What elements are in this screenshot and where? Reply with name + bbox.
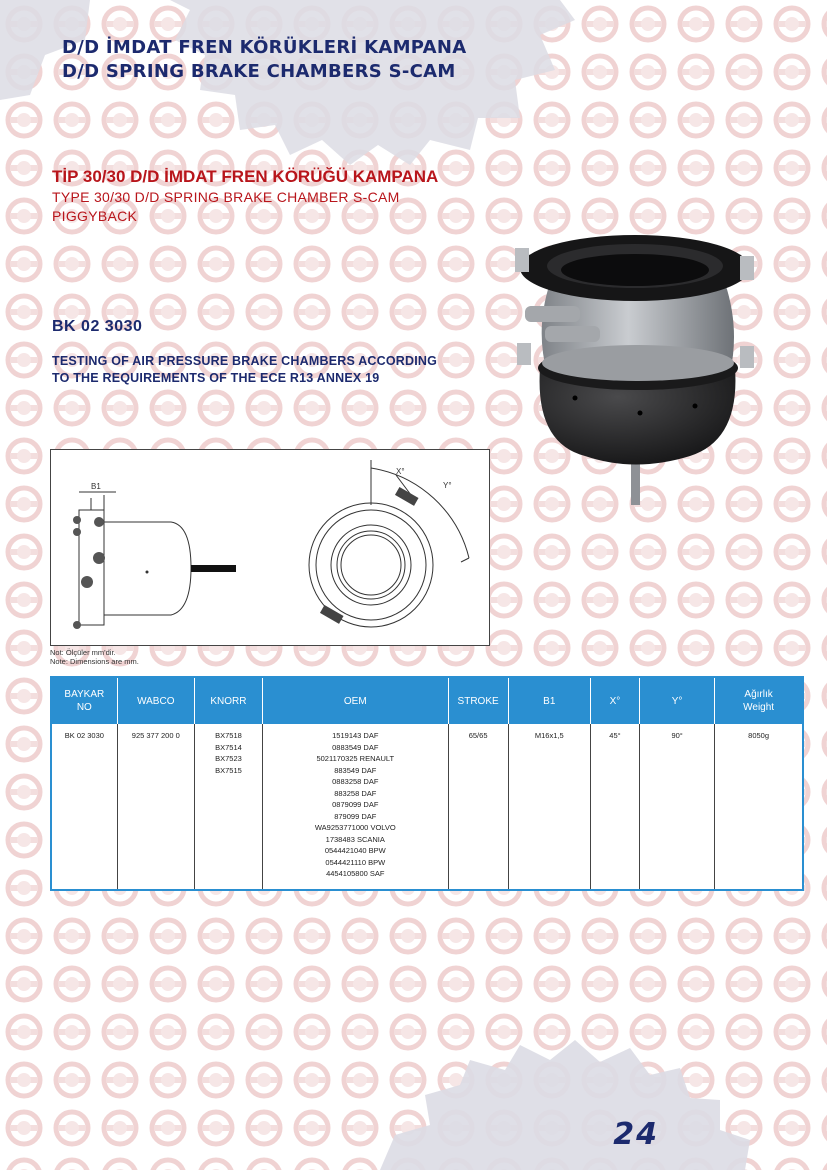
testing-note-line1: TESTING OF AIR PRESSURE BRAKE CHAMBERS ACCORDING [52, 354, 438, 368]
col-weight-tr-label: Ağırlık [744, 689, 773, 700]
oem-item: 0544421040 BPW [324, 846, 386, 855]
col-b1: B1 [508, 677, 590, 724]
cell-b1: M16x1,5 [508, 724, 590, 890]
oem-item: 0544421110 BPW [325, 857, 386, 867]
header-title-tr: D/D İMDAT FREN KÖRÜKLERİ KAMPANA [62, 37, 467, 58]
note-en: Note: Dimensions are mm. [50, 657, 139, 666]
cell-knorr [194, 724, 262, 890]
table-header-row [51, 677, 803, 724]
header-title-en: D/D SPRING BRAKE CHAMBERS S-CAM [62, 61, 456, 82]
col-wabco: WABCO [117, 677, 194, 724]
product-type-en-line1: TYPE 30/30 D/D SPRING BRAKE CHAMBER S-CAM [52, 189, 400, 205]
page-number: 24 [613, 1117, 659, 1152]
dimension-notes [50, 648, 139, 666]
drawing-label-y: Y° [443, 481, 452, 490]
col-stroke: STROKE [448, 677, 508, 724]
oem-item: 879099 DAF [334, 811, 377, 821]
col-knorr: KNORR [194, 677, 262, 724]
knorr-item: BX7515 [215, 765, 242, 775]
col-no-label: NO [76, 702, 92, 713]
technical-drawing [50, 449, 490, 646]
oem-item: 883549 DAF [334, 765, 377, 775]
page-header [62, 36, 522, 84]
cell-x: 45° [590, 724, 639, 890]
product-type-tr: TİP 30/30 D/D İMDAT FREN KÖRÜĞÜ KAMPANA [52, 167, 439, 186]
note-tr: Not: Ölçüler mm'dir. [50, 648, 116, 657]
oem-item: 0883258 DAF [332, 777, 379, 786]
oem-item: 1738483 SCANIA [325, 834, 385, 844]
col-weight-en-label: Weight [743, 702, 775, 713]
cell-y: 90° [640, 724, 715, 890]
col-baykar-no [51, 677, 117, 724]
oem-item: WA9253771000 VOLVO [314, 823, 396, 832]
knorr-item: BX7514 [215, 742, 242, 752]
oem-item: 1519143 DAF [332, 731, 379, 740]
knorr-item: BX7518 [215, 731, 242, 740]
col-x: X° [590, 677, 639, 724]
testing-note-line2: TO THE REQUIREMENTS OF THE ECE R13 ANNEX 19 [52, 371, 380, 385]
oem-item: 883258 DAF [334, 788, 377, 798]
col-baykar-label: BAYKAR [64, 689, 105, 700]
product-photo [495, 228, 770, 518]
product-type-block [52, 166, 512, 226]
cell-stroke: 65/65 [448, 724, 508, 890]
cell-weight: 8050g [715, 724, 803, 890]
product-code: BK 02 3030 [52, 318, 143, 335]
cell-baykar-no: BK 02 3030 [51, 724, 117, 890]
col-weight [715, 677, 803, 724]
knorr-item: BX7523 [215, 754, 242, 763]
oem-item: 5021170325 RENAULT [316, 754, 395, 763]
product-type-en-line2: PIGGYBACK [52, 208, 138, 224]
oem-item: 4454105800 SAF [326, 869, 385, 878]
cell-oem [263, 724, 448, 890]
drawing-label-x: X° [396, 467, 405, 476]
oem-item: 0883549 DAF [332, 742, 379, 752]
col-y: Y° [640, 677, 715, 724]
spec-table [50, 676, 804, 891]
testing-note [52, 353, 492, 387]
drawing-label-b1: B1 [91, 482, 101, 491]
table-row [51, 724, 803, 890]
oem-item: 0879099 DAF [332, 800, 379, 809]
col-oem: OEM [263, 677, 448, 724]
cell-wabco: 925 377 200 0 [117, 724, 194, 890]
